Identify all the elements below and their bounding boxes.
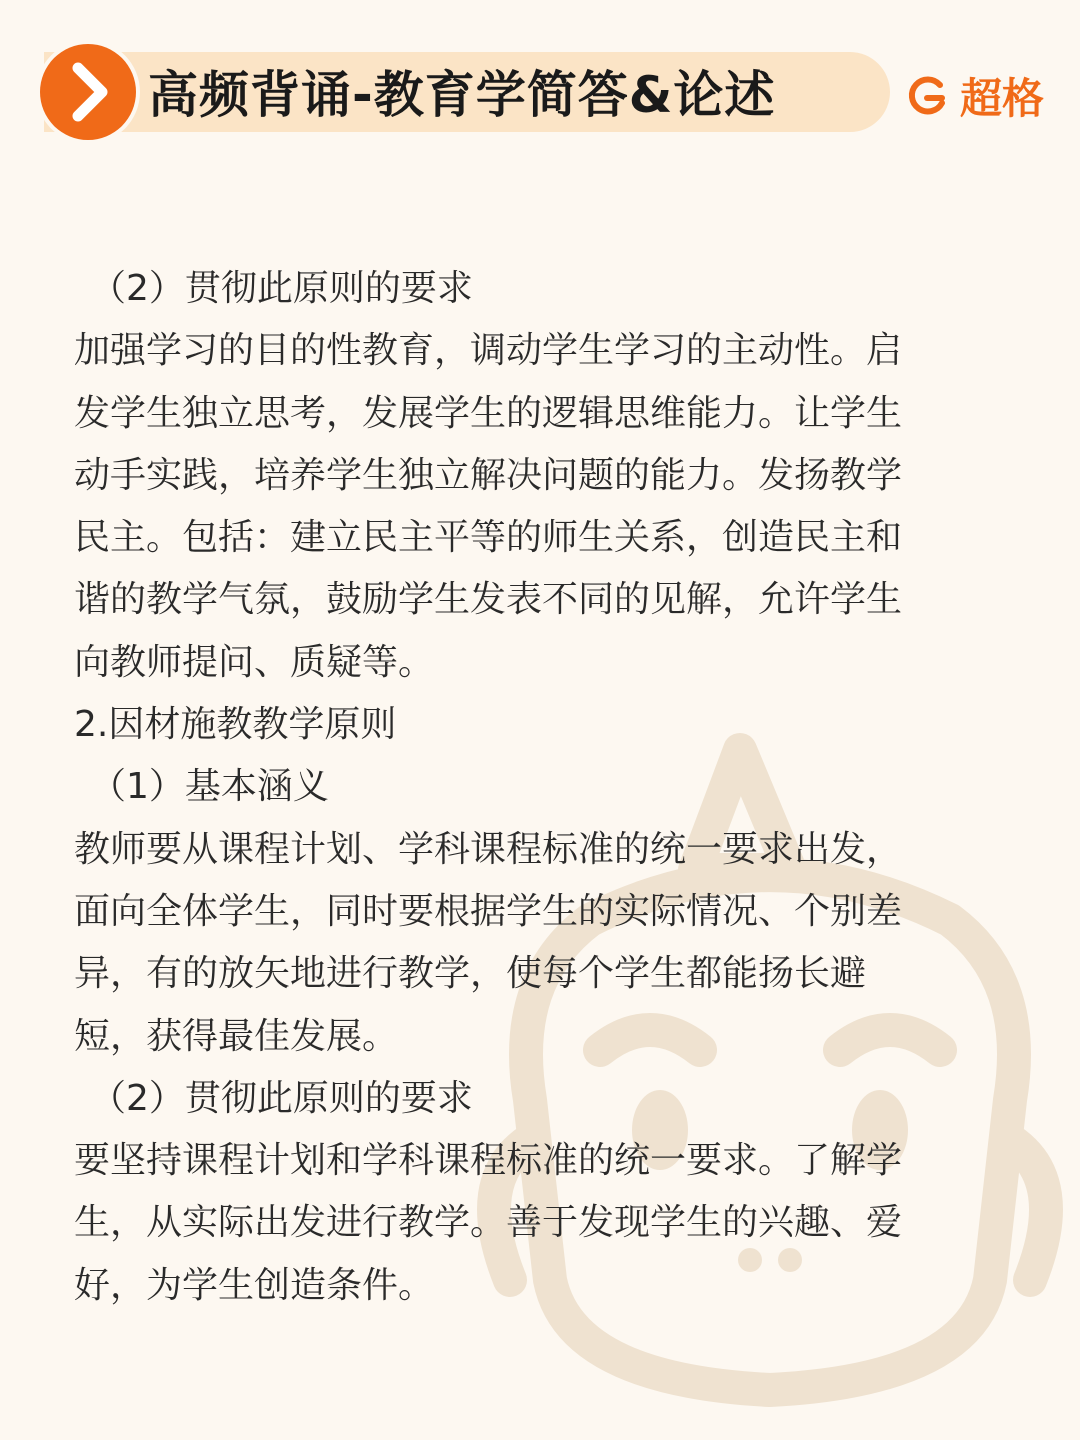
text-line: 民主。包括：建立民主平等的师生关系，创造民主和 [74,517,903,559]
page-title: 高频背诵-教育学简答&论述 [148,66,776,124]
text-line: 异，有的放矢地进行教学，使每个学生都能扬长避 [74,953,867,995]
section-heading: （2）贯彻此原则的要求 [90,1077,473,1119]
section-heading: （1）基本涵义 [90,766,329,808]
text-line: 要坚持课程计划和学科课程标准的统一要求。了解学 [74,1140,903,1182]
text-line: 教师要从课程计划、学科课程标准的统一要求出发， [74,828,903,870]
content-body [74,258,994,1317]
text-line: 生，从实际出发进行教学。善于发现学生的兴趣、爱 [74,1202,903,1244]
section-heading: （2）贯彻此原则的要求 [90,268,473,309]
text-line: 面向全体学生，同时要根据学生的实际情况、个别差 [74,890,903,932]
text-line: 加强学习的目的性教育，调动学生学习的主动性。启 [74,330,903,372]
text-line: 动手实践，培养学生独立解决问题的能力。发扬教学 [74,454,903,496]
text-line: 发学生独立思考，发展学生的逻辑思维能力。让学生 [74,392,903,434]
brand [906,66,1044,126]
text-line: 谐的教学气氛，鼓励学生发表不同的见解，允许学生 [74,579,903,621]
chevron-right-icon [40,44,136,140]
text-line: 向教师提问、质疑等。 [74,641,435,683]
section-heading: 2.因材施教教学原则 [74,704,397,746]
brand-logo-icon [906,75,948,117]
text-line: 短，获得最佳发展。 [74,1015,399,1057]
brand-name: 超格 [960,74,1045,123]
text-line: 好，为学生创造条件。 [74,1264,435,1306]
